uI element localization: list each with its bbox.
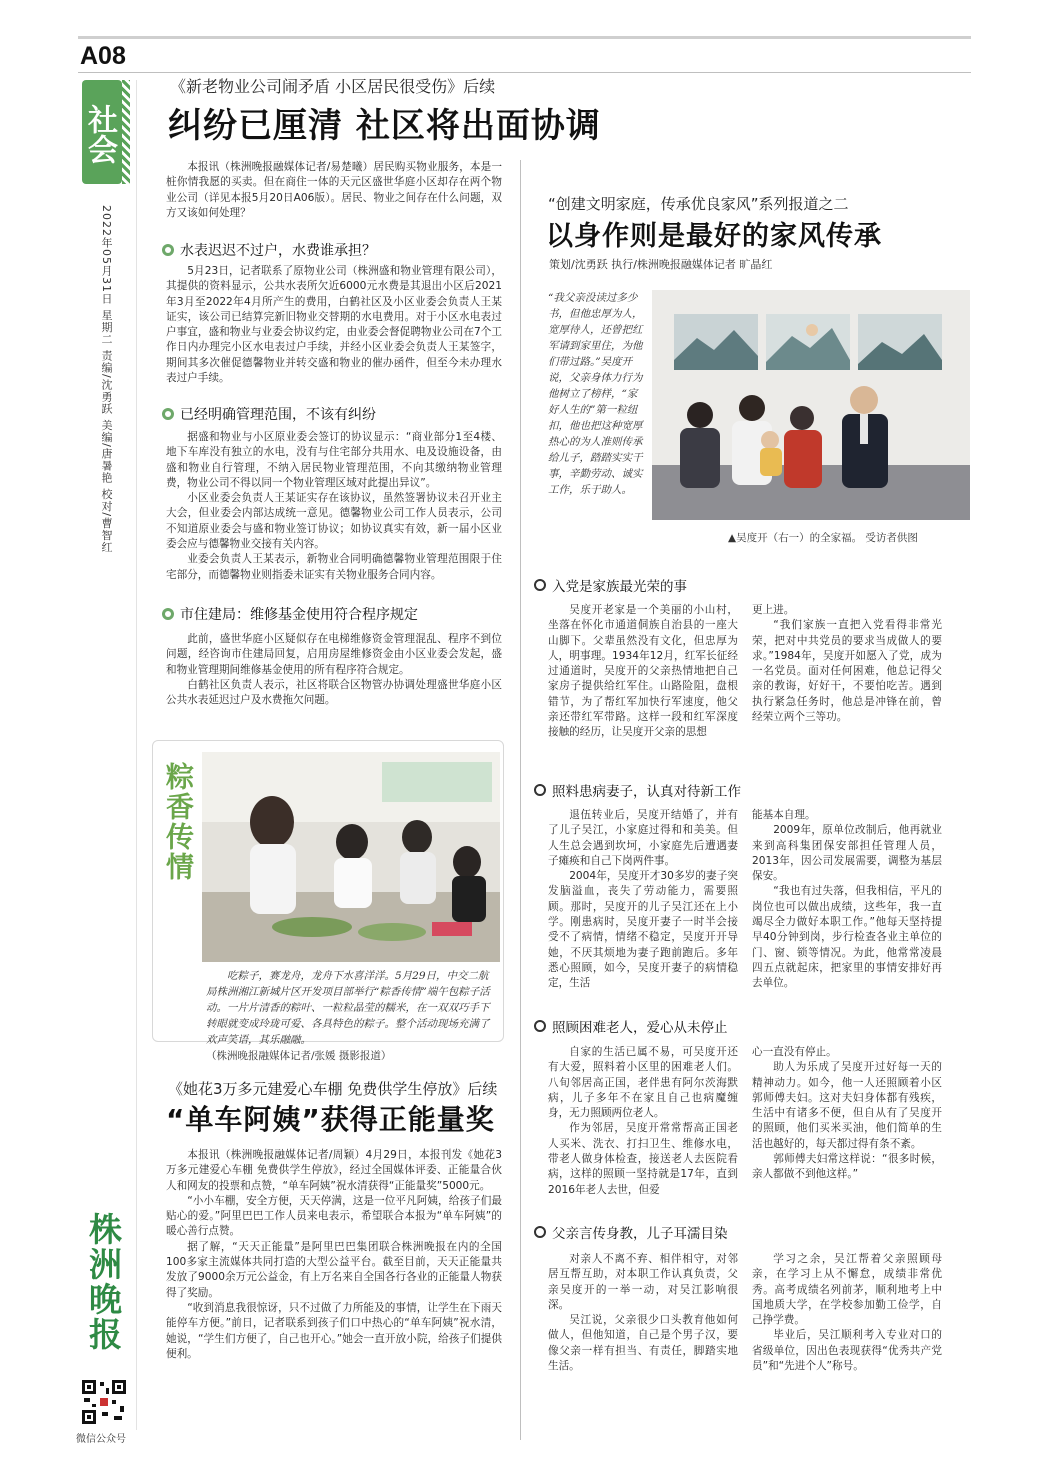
- bullet-icon: [534, 1020, 546, 1032]
- paragraph: “我们家族一直把入党看得非常光荣，把对中共党员的要求当成做人的要求。”1984年，吴度开如愿入了党，成为一名党员。面对任何困难，他总记得父亲的教诲，好好干，不要怕吃苦。遇到执行紧急任务时，他总是冲锋在前，曾经荣立两个三等功。: [752, 619, 942, 724]
- paragraph: 能基本自理。: [752, 809, 816, 821]
- bullet-icon: [162, 408, 174, 420]
- paragraph: 作为邻居，吴度开常常帮高正国老人买米、洗衣、打扫卫生、维修水电，带老人做身体检查，接送老人去医院看病，这样的照顾一坚持就是17年，直到2016年老人去世，但爱: [548, 1122, 738, 1196]
- date-line: 2022年05月31日 星期二 责编/沈勇跃 美编/唐暑艳 校对/曹智红: [100, 205, 113, 554]
- family-s3-col2: [752, 1045, 942, 1183]
- lead-section-1-body: [166, 264, 502, 386]
- zongzi-photo: [202, 752, 500, 962]
- lead-subhead-2: [162, 404, 376, 424]
- bullet-icon: [162, 244, 174, 256]
- family-s2-col2: [752, 808, 942, 992]
- zongzi-caption: [206, 968, 498, 1064]
- qr-label: 微信公众号: [76, 1434, 126, 1445]
- paragraph: 毕业后，吴江顺利考入专业对口的省级单位，因出色表现获得“优秀共产党员”和“先进个人”称号。: [752, 1329, 942, 1373]
- lead-subhead-1: [162, 240, 376, 260]
- family-pull-quote: “我父亲没读过多少书，但他忠厚为人，宽厚待人，还曾把红军请到家里住，为他们带过路。”吴度开说，父亲身体力行为他树立了榜样，“家好人生的”第一粒纽扣，他也把这种宽厚热心的为人准则传承给儿子，踏踏实实干事，辛勤劳动、诚实工作，乐于助人。: [548, 292, 643, 496]
- column-divider: [520, 160, 521, 1440]
- bike-headline: “单车阿姨”获得正能量奖: [166, 1103, 495, 1136]
- paragraph: 据盛和物业与小区原业委会签订的协议显示：“商业部分1至4楼、地下车库没有独立的水电，没有与住宅部分共用水、电及设施设备，由盛和物业自行管理，不纳入居民物业管理范围，不向其缴纳物业管理费，物业公司不得以同一个物业管理区域对此提出异议”。: [166, 431, 502, 489]
- family-subhead-3: [534, 1016, 728, 1036]
- family-s1-col2: [752, 603, 942, 725]
- family-photo: [652, 290, 970, 520]
- left-margin-rule: [136, 80, 137, 1430]
- paragraph: “收到消息我很惊讶，只不过做了力所能及的事情，让学生在下雨天能停车方便。”前日，记者联系到孩子们口中热心的“单车阿姨”祝水清，她说，“学生们方便了，自己也开心。”她会一直开放小院，给孩子们提供便利。: [166, 1301, 502, 1360]
- page-number: A08: [80, 42, 126, 70]
- zongzi-photo-illustration: [202, 752, 500, 962]
- paragraph: 助人为乐成了吴度开过好每一天的精神动力。如今，他一人还照顾着小区郭师傅夫妇。这对夫妇身体都有残疾，生活中有诸多不便，但自从有了吴度开的照顾，他们买米买油，他们简单的生活也越好的，每天都过得有条不紊。: [752, 1061, 942, 1150]
- lead-section-3-body: [166, 632, 502, 708]
- family-subhead-2: [534, 780, 741, 800]
- paragraph: 业委会负责人王某表示，新物业合同明确德馨物业管理范围限于住宅部分，而德馨物业则指委未证实有关物业服务合同内容。: [166, 553, 502, 581]
- family-headline: 以身作则是最好的家风传承: [546, 221, 882, 252]
- bullet-icon: [534, 1226, 546, 1238]
- lead-subhead-2-text: 已经明确管理范围，不该有纠纷: [180, 407, 376, 423]
- paragraph: 吴江说，父亲很少口头教育他如何做人，但他知道，自己是个男子汉，要像父亲一样有担当、有责任，脚踏实地生活。: [548, 1314, 738, 1373]
- lead-headline: 纠纷已厘清 社区将出面协调: [168, 106, 601, 146]
- paragraph: 2004年，吴度开才30多岁的妻子突发脑溢血，丧失了劳动能力，需要照顾。那时，吴度开的儿子吴江还在上小学。刚患病时，吴度开妻子一时半会接受不了病情，情绪不稳定，吴度开开导她，不厌其烦地为妻子跑前跑后。多年悉心照顾，如今，吴度开妻子的病情稳定，生活: [548, 870, 738, 990]
- family-subhead-4-text: 父亲言传身教，儿子耳濡目染: [552, 1226, 728, 1242]
- family-subhead-1: [534, 575, 687, 595]
- paragraph: “我也有过失落，但我相信，平凡的岗位也可以做出成绩，这些年，我一直竭尽全力做好本职工作。”他每天坚持提早40分钟到岗，步行检查各业主单位的门、窗、锁等情况。为此，他常常凌晨四五点就起床，把家里的事情安排好再去单位。: [752, 885, 942, 990]
- family-photo-illustration: [652, 290, 970, 520]
- lead-subhead-3: [162, 604, 418, 624]
- header-rule: [78, 72, 971, 73]
- lead-kicker: 《新老物业公司闹矛盾 小区居民很受伤》后续: [170, 77, 496, 96]
- paragraph: 郭师傅夫妇常这样说：“很多时候，亲人都做不到他这样。”: [752, 1153, 942, 1181]
- zongzi-caption-text: 吃粽子，赛龙舟，龙舟下水喜洋洋。5月29日，中交二航局株洲湘江新城片区开发项目部举行“粽香传情”端午包粽子活动。一片片清香的粽叶、一粒粒晶莹的糯米，在一双双巧手下转眼就变成玲珑可爱、各具特色的粽子。整个活动现场充满了欢声笑语，其乐融融。: [206, 970, 490, 1046]
- paragraph: 小区业委会负责人王某证实存在该协议，虽然签署协议未召开业主大会，但业委会内部达成统一意见。德馨物业公司工作人员表示，公司不知道原业委会与盛和物业签订协议；如协议真实有效，新一届小区业委会应与德馨物业交接有关内容。: [166, 492, 502, 551]
- family-subhead-1-text: 入党是家族最光荣的事: [552, 579, 687, 595]
- bike-body: [166, 1148, 502, 1362]
- family-subhead-2-text: 照料患病妻子，认真对待新工作: [552, 784, 741, 800]
- lead-intro: [166, 160, 502, 221]
- paragraph: 2009年，原单位改制后，他再就业来到高科集团保安部担任管理人员，2013年，因公司发展需要，调整为基层保安。: [752, 824, 942, 883]
- family-kicker: “创建文明家庭，传承优良家风”系列报道之二: [548, 195, 849, 213]
- bike-kicker: 《她花3万多元建爱心车棚 免费供学生停放》后续: [168, 1080, 498, 1098]
- paragraph: “小小车棚，安全方便，天天停满，这是一位平凡阿姨，给孩子们最贴心的爱。”阿里巴巴工作人员来电表示，希望联合本报为“单车阿姨”的暖心善行点赞。: [166, 1194, 502, 1238]
- paragraph: 此前，盛世华庭小区疑似存在电梯维修资金管理混乱、程序不到位问题，经咨询市住建局回复，启用房屋维修资金由小区业委会发起，盛和物业管理期间维修基金使用的所有程序符合规定。: [166, 633, 502, 676]
- section-tab: 社会: [82, 80, 122, 184]
- paragraph: 白鹤社区负责人表示，社区将联合区物管办协调处理盛世华庭小区公共水表延迟过户及水费拖欠问题。: [166, 678, 502, 707]
- family-s4-col2: [752, 1252, 942, 1374]
- bullet-icon: [162, 608, 174, 620]
- paragraph: 据了解，“天天正能量”是阿里巴巴集团联合株洲晚报在内的全国100多家主流媒体共同打造的大型公益平台。截至目前，天天正能量共发放了9000余万元公益金，有上万名来自全国各行各业的正能量人物获得了奖励。: [166, 1240, 502, 1299]
- paragraph: 退伍转业后，吴度开结婚了，并有了儿子吴江，小家庭过得和和美美。但人生总会遇到坎坷，小家庭先后遭遇妻子瘫痪和自己下岗两件事。: [548, 809, 738, 867]
- bullet-icon: [534, 579, 546, 591]
- bullet-icon: [534, 784, 546, 796]
- lead-section-2-body: [166, 430, 502, 583]
- qr-code-icon[interactable]: [80, 1378, 128, 1426]
- paragraph: 吴度开老家是一个美丽的小山村，坐落在怀化市通道侗族自治县的一座大山脚下。父辈虽然没有文化，但忠厚为人，明事理。1934年12月，红军长征经过通道时，吴度开的父亲热情地把自己家房子提供给红军住。山路险阻，盘根错节，为了帮红军加快行军速度，他父亲还带红军带路。这样一段和红军深度接触的经历，让吴度开父亲的思想: [548, 604, 738, 739]
- paragraph: 本报讯（株洲晚报融媒体记者/周颖）4月29日，本报刊发《她花3万多元建爱心车棚 免费供学生停放》，经过全国媒体评委、正能量合伙人和网友的投票和点赞，“单车阿姨”祝水清获得“正能量奖”5000元。: [166, 1149, 502, 1192]
- family-photo-caption: ▲吴度开（右一）的全家福。 受访者供图: [728, 532, 918, 544]
- family-s2-col1: [548, 808, 738, 992]
- zongzi-credit: （株洲晚报融媒体记者/张媛 摄影报道）: [206, 1050, 392, 1062]
- paragraph: 更上进。: [752, 604, 795, 616]
- family-subhead-4: [534, 1222, 728, 1242]
- paragraph: 学习之余，吴江帮着父亲照顾母亲，在学习上从不懈怠，成绩非常优秀。高考成绩名列前茅，顺利地考上中国地质大学，在学校参加勤工俭学，自己挣学费。: [752, 1253, 942, 1327]
- family-s1-col1: [548, 603, 738, 741]
- family-byline: 策划/沈勇跃 执行/株洲晚报融媒体记者 旷晶红: [549, 258, 773, 271]
- paragraph: 5月23日，记者联系了原物业公司（株洲盛和物业管理有限公司），其提供的资料显示，公共水表所欠近6000元水费是其退出小区后2021年3月至2022年4月所产生的费用，白鹤社区及小区业委会负责人王某证实，该公司已结算完新旧物业交替期的水电费用。对于小区水电表过户事宜，盛和物业与业委会协议约定，由业委会督促聘物业公司在7个工作日内办理完小区水电表过户手续，并经小区业委会负责人王某签字，期间其多次催促德馨物业并转交盛和物业的催办函件，但至今未办理水表过户手续。: [166, 265, 502, 385]
- paragraph: 心一直没有停止。: [752, 1046, 837, 1058]
- lead-subhead-1-text: 水表迟迟不过户，水费谁承担？: [180, 243, 376, 259]
- family-s4-col1: [548, 1252, 738, 1374]
- paragraph: 对亲人不离不弃、相伴相守，对邻居互帮互助，对本职工作认真负责，父亲吴度开的一举一动，对吴江影响很深。: [548, 1253, 738, 1311]
- lead-intro-text: 本报讯（株洲晚报融媒体记者/易楚曦）居民购买物业服务，本是一桩你情我愿的买卖。但在商住一体的天元区盛世华庭小区却存在两个物业公司（详见本报5月20日A06版）。居民、物业之间存在什么问题，双方又该如何处理？: [166, 161, 502, 219]
- lead-subhead-3-text: 市住建局：维修基金使用符合程序规定: [180, 607, 418, 623]
- family-s3-col1: [548, 1045, 738, 1198]
- paragraph: 自家的生活已属不易，可吴度开还有大爱，照料着小区里的困难老人们。八旬邻居高正国，老伴患有阿尔茨海默病，儿子多年不在家且自己也病魔缠身，无力照顾两位老人。: [548, 1046, 738, 1120]
- family-subhead-3-text: 照顾困难老人，爱心从未停止: [552, 1020, 728, 1036]
- zongzi-vertical-title: 粽香传情: [162, 762, 195, 882]
- newspaper-logo: 株洲晚报: [84, 1212, 123, 1352]
- top-rule: [78, 36, 971, 39]
